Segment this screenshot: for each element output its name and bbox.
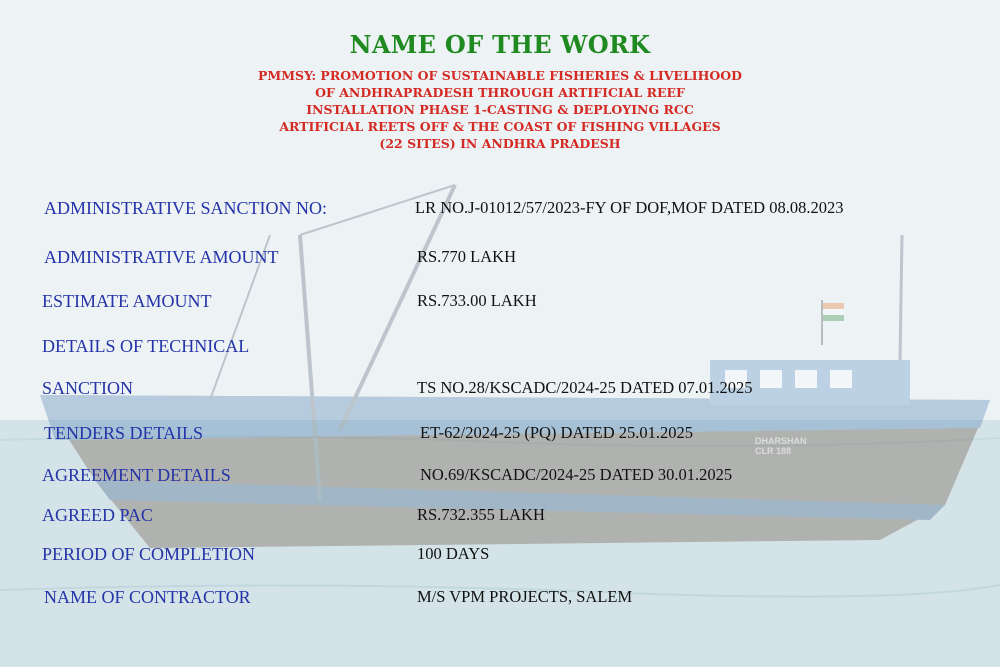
detail-row-administrative-sanction bbox=[0, 198, 1000, 224]
work-description bbox=[0, 67, 1000, 152]
detail-row-agreement bbox=[0, 465, 1000, 491]
detail-row-agreed-pac bbox=[0, 505, 1000, 531]
detail-label: PERIOD OF COMPLETION bbox=[42, 544, 256, 564]
work-description-line: OF ANDHRAPRADESH THROUGH ARTIFICIAL REEF bbox=[315, 85, 685, 100]
detail-value: RS.733.00 LAKH bbox=[417, 291, 537, 310]
detail-value: RS.770 LAKH bbox=[417, 247, 517, 266]
boat-hull-lettering bbox=[755, 436, 807, 456]
detail-value: M/S VPM PROJECTS, SALEM bbox=[417, 587, 633, 606]
detail-row-completion-period bbox=[0, 544, 1000, 570]
detail-value: ET-62/2024-25 (PQ) DATED 25.01.2025 bbox=[420, 423, 693, 442]
detail-label: AGREED PAC bbox=[42, 505, 153, 525]
detail-label: AGREEMENT DETAILS bbox=[42, 465, 231, 485]
page-title: NAME OF THE WORK bbox=[349, 30, 651, 59]
work-description-line: (22 SITES) IN ANDHRA PRADESH bbox=[379, 136, 621, 151]
detail-row-estimate-amount bbox=[0, 291, 1000, 317]
detail-value: RS.732.355 LAKH bbox=[417, 505, 545, 524]
work-description-line: INSTALLATION PHASE 1-CASTING & DEPLOYING RCC bbox=[306, 102, 694, 117]
detail-label: ADMINISTRATIVE SANCTION NO: bbox=[44, 198, 327, 218]
boat-registration-text: CLR 188 bbox=[755, 446, 792, 456]
boat-name-text: DHARSHAN bbox=[755, 436, 807, 446]
detail-row-administrative-amount bbox=[0, 247, 1000, 273]
detail-label: SANCTION bbox=[42, 378, 134, 398]
detail-row-tenders bbox=[0, 423, 1000, 449]
detail-value: NO.69/KSCADC/2024-25 DATED 30.01.2025 bbox=[420, 465, 733, 484]
work-description-line: PMMSY: PROMOTION OF SUSTAINABLE FISHERIES & LIVELIHOOD bbox=[257, 68, 743, 83]
detail-label: ESTIMATE AMOUNT bbox=[42, 291, 212, 311]
detail-row-sanction bbox=[0, 378, 1000, 404]
detail-value: 100 DAYS bbox=[417, 544, 490, 563]
detail-label: DETAILS OF TECHNICAL bbox=[42, 336, 250, 356]
detail-value: LR NO.J-01012/57/2023-FY OF DOF,MOF DATED 08.08.2023 bbox=[415, 198, 844, 217]
detail-value: TS NO.28/KSCADC/2024-25 DATED 07.01.2025 bbox=[417, 378, 753, 397]
detail-label: ADMINISTRATIVE AMOUNT bbox=[44, 247, 279, 267]
detail-row-contractor bbox=[0, 587, 1000, 613]
work-description-line: ARTIFICIAL REETS OFF & THE COAST OF FISHING VILLAGES bbox=[279, 119, 721, 134]
detail-row-technical-details bbox=[0, 336, 1000, 362]
detail-label: TENDERS DETAILS bbox=[44, 423, 204, 443]
detail-label: NAME OF CONTRACTOR bbox=[44, 587, 251, 607]
